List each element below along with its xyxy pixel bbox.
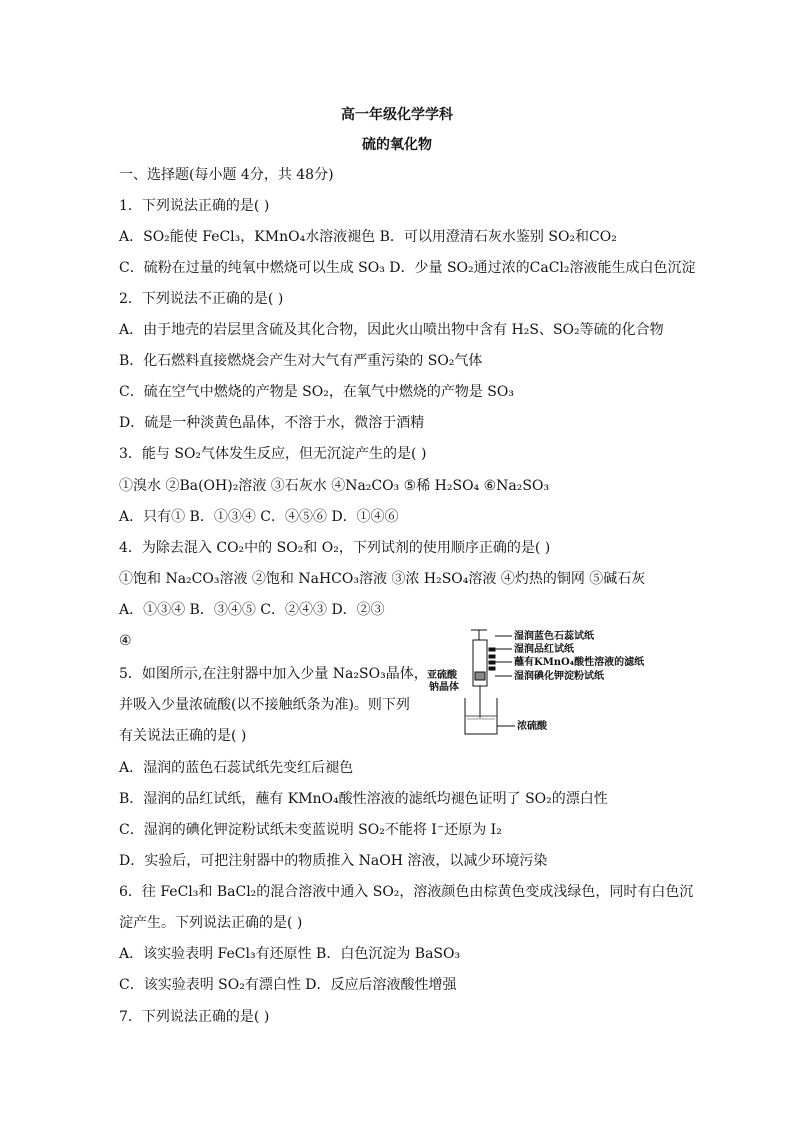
q5-option-c: C．湿润的碘化钾淀粉试纸未变蓝说明 SO₂不能将 I⁻还原为 I₂	[119, 822, 502, 838]
label-blue-litmus: 湿润蓝色石蕊试纸	[514, 631, 594, 642]
question-5-line2: 并吸入少量浓硫酸(以不接触纸条为准)。则下列	[119, 697, 410, 713]
q1-options-ab: A．SO₂能使 FeCl₃，KMnO₄水溶液褪色 B．可以用澄清石灰水鉴别 SO₂和CO₂	[119, 229, 617, 245]
label-ki-starch-paper: 湿润碘化钾淀粉试纸	[514, 671, 604, 682]
label-kmno4-paper: 蘸有KMnO₄酸性溶液的滤纸	[514, 657, 645, 668]
q6-options-cd: C．该实验表明 SO₂有漂白性 D．反应后溶液酸性增强	[119, 977, 457, 993]
question-6-line2: 淀产生。下列说法正确的是( )	[119, 915, 303, 931]
label-pinkred-paper: 湿润品红试纸	[514, 644, 574, 655]
q5-option-b: B．湿润的品红试纸，蘸有 KMnO₄酸性溶液的滤纸均褪色证明了 SO₂的漂白性	[119, 791, 608, 807]
sulfite-crystals	[475, 672, 485, 680]
label-sulfite-line2: 钠晶体	[429, 682, 459, 693]
label-conc-acid: 浓硫酸	[517, 721, 547, 732]
q1-options-cd: C．硫粉在过量的纯氧中燃烧可以生成 SO₃ D．少量 SO₂通过浓的CaCl₂溶液能生成白色沉淀	[119, 260, 696, 276]
q6-options-ab: A．该实验表明 FeCl₃有还原性 B．白色沉淀为 BaSO₃	[119, 946, 461, 962]
question-2: 2．下列说法不正确的是( )	[119, 291, 284, 307]
q5-option-d: D．实验后，可把注射器中的物质推入 NaOH 溶液，以减少环境污染	[119, 853, 548, 869]
question-6-line1: 6．往 FeCl₃和 BaCl₂的混合溶液中通入 SO₂，溶液颜色由棕黄色变成浅绿色，同时有白色沉	[119, 884, 694, 900]
question-5-line3: 有关说法正确的是( )	[119, 728, 247, 744]
q2-option-d: D．硫是一种淡黄色晶体，不溶于水，微溶于酒精	[119, 415, 425, 431]
q3-options: A．只有① B．①③④ C．④⑤⑥ D．①④⑥	[119, 509, 399, 525]
q5-option-a: A．湿润的蓝色石蕊试纸先变红后褪色	[119, 760, 354, 776]
label-sulfite-line1: 亚硫酸	[427, 670, 457, 681]
q3-items: ①溴水 ②Ba(OH)₂溶液 ③石灰水 ④Na₂CO₃ ⑤稀 H₂SO₄ ⑥Na₂SO₃	[119, 478, 550, 494]
section-heading: 一、选择题(每小题 4分，共 48分)	[119, 167, 334, 183]
q4-options-wrap: ④	[119, 633, 132, 649]
syringe-apparatus-figure	[427, 626, 645, 742]
page-title: 高一年级化学学科	[341, 107, 453, 123]
q4-options: A．①③④ B．③④⑤ C．②④③ D．②③	[119, 602, 385, 618]
q2-option-c: C．硫在空气中燃烧的产物是 SO₂，在氧气中燃烧的产物是 SO₃	[119, 384, 514, 400]
question-4: 4．为除去混入 CO₂中的 SO₂和 O₂，下列试剂的使用顺序正确的是( )	[119, 540, 551, 556]
q4-items: ①饱和 Na₂CO₃溶液 ②饱和 NaHCO₃溶液 ③浓 H₂SO₄溶液 ④灼热的铜网 ⑤碱石灰	[119, 571, 646, 587]
question-7: 7．下列说法正确的是( )	[119, 1009, 270, 1025]
question-5-line1: 5．如图所示,在注射器中加入少量 Na₂SO₃晶体，	[119, 666, 428, 682]
q2-option-a: A．由于地壳的岩层里含硫及其化合物，因此火山喷出物中含有 H₂S、SO₂等硫的化合物	[119, 322, 664, 338]
question-3: 3．能与 SO₂气体发生反应，但无沉淀产生的是( )	[119, 446, 427, 462]
page-subtitle: 硫的氧化物	[362, 137, 432, 153]
q2-option-b: B．化石燃料直接燃烧会产生对大气有严重污染的 SO₂气体	[119, 353, 483, 369]
question-1: 1．下列说法正确的是( )	[119, 198, 270, 214]
